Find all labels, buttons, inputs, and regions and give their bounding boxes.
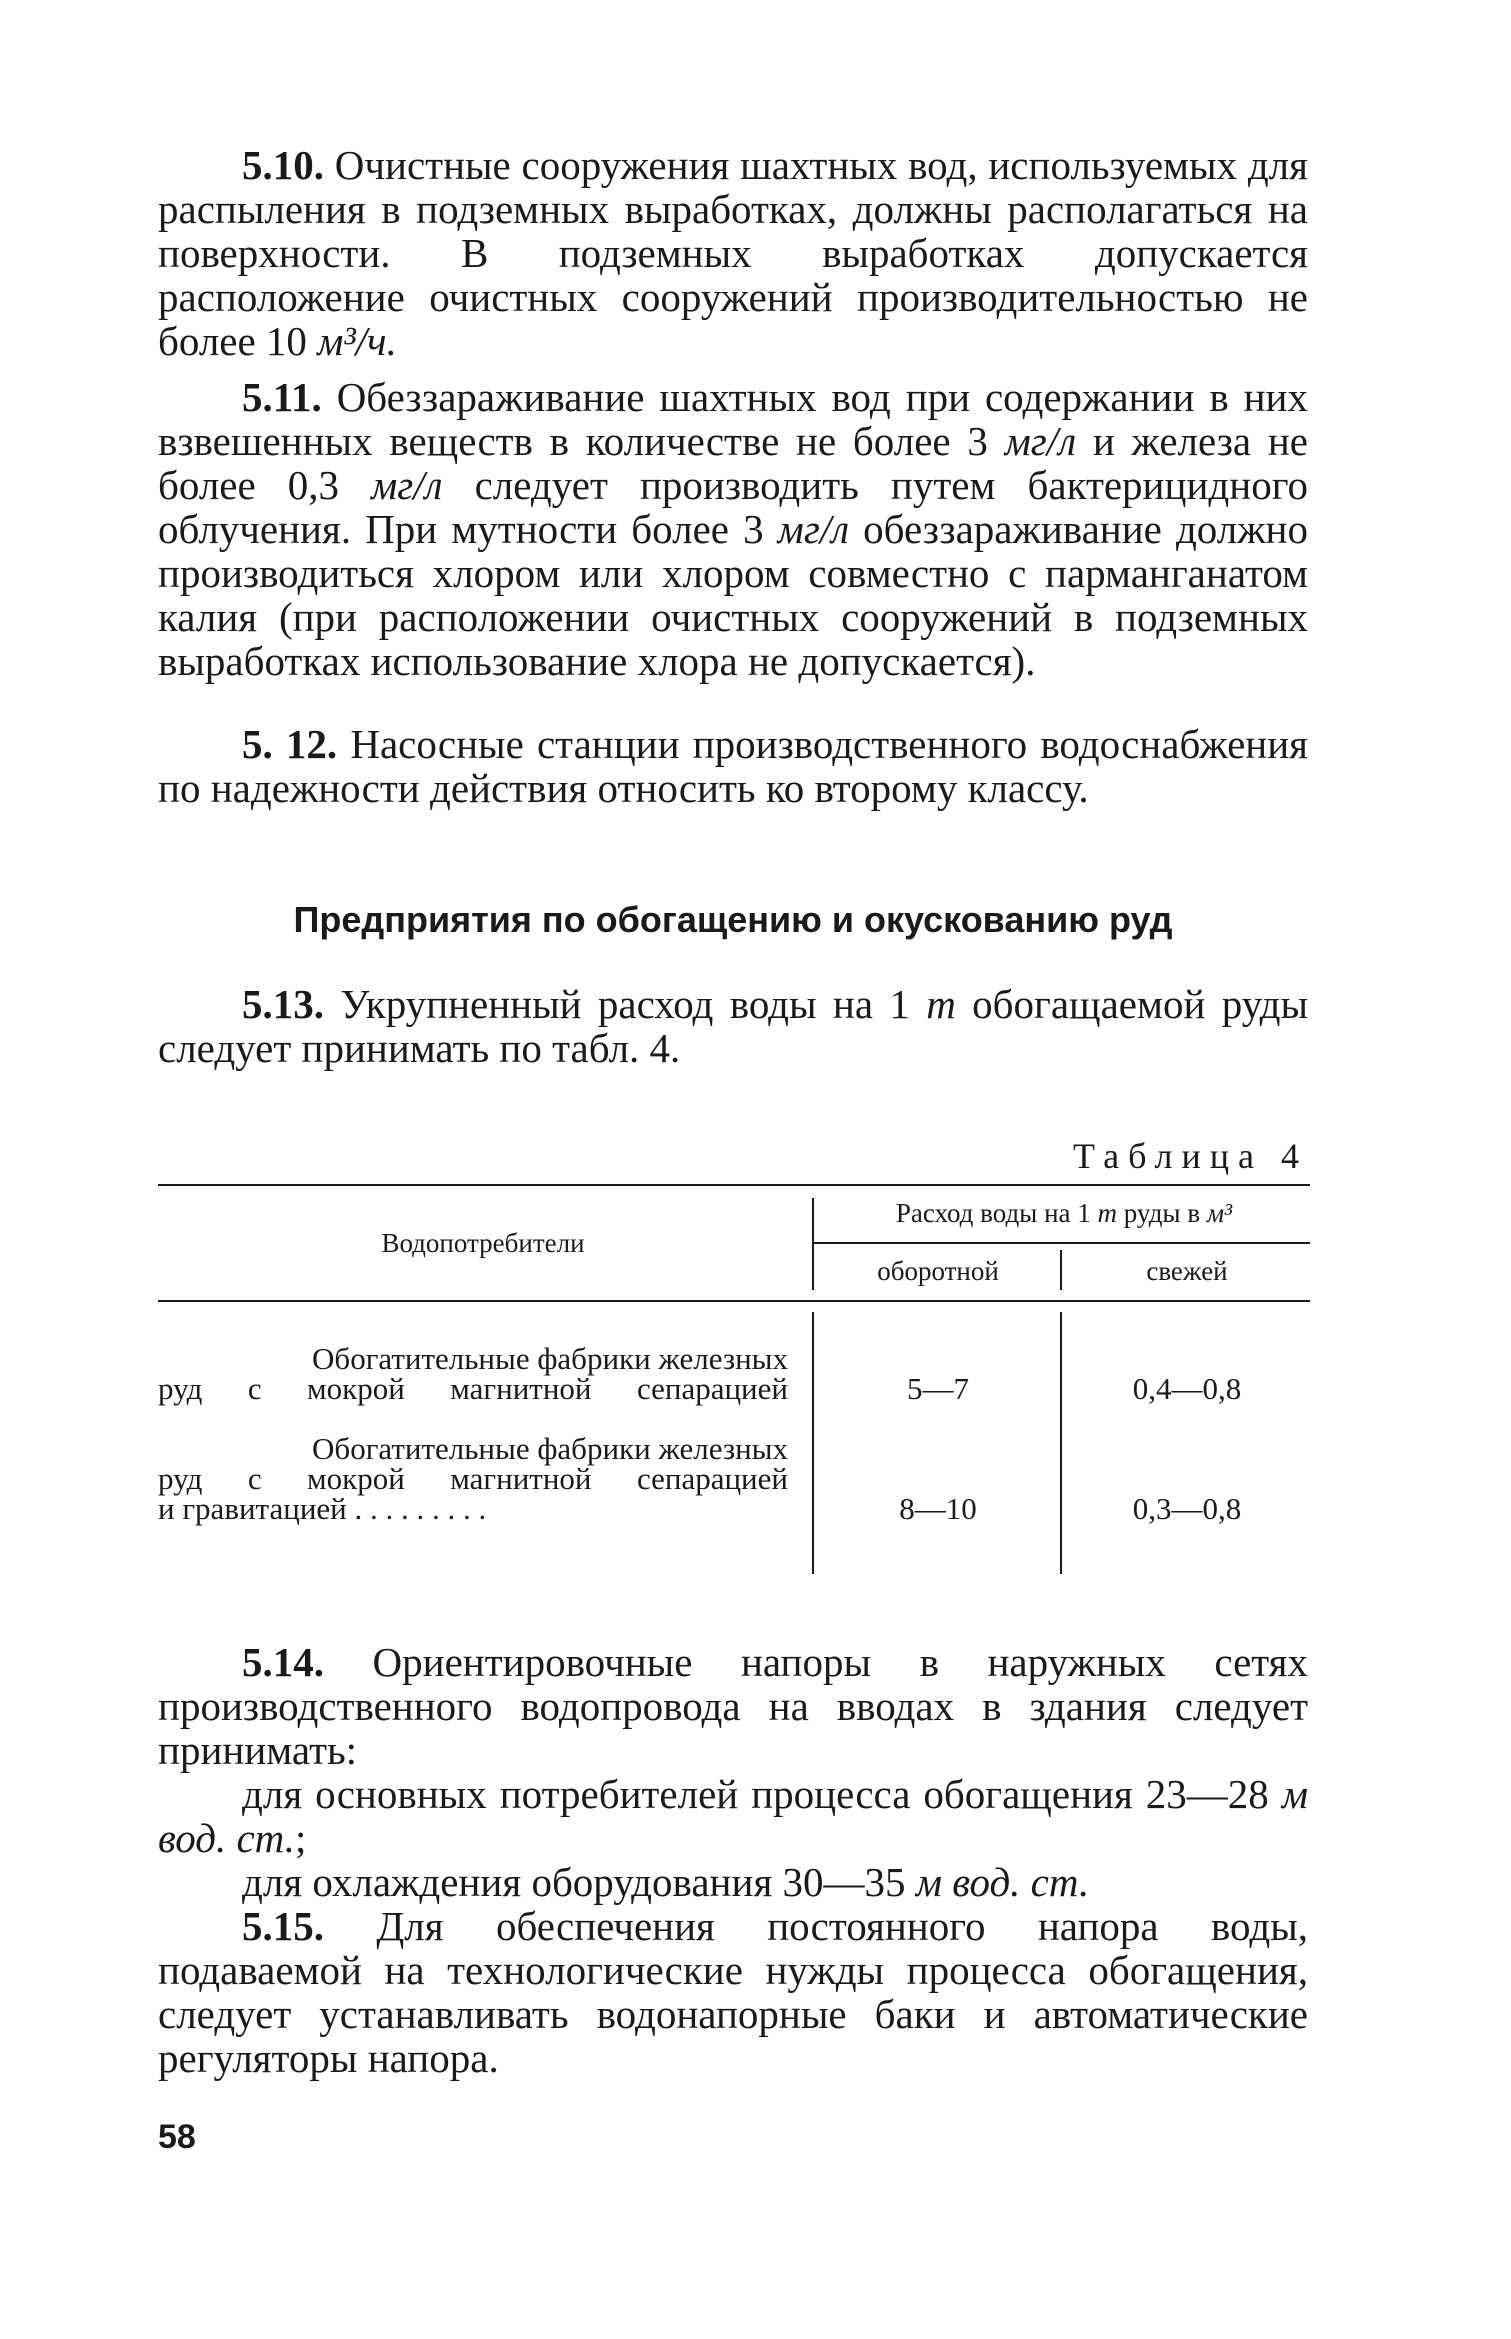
list-item-main-consumers [158, 1772, 1308, 1860]
table-header-divider [812, 1198, 814, 1290]
clause-number: 5.10. [242, 142, 324, 188]
paragraph-text: обогащаемой руды следует принимать по табл. 4. [158, 981, 1309, 1071]
clause-number: 5. 12. [242, 721, 338, 767]
unit: м вод. ст. [915, 1859, 1090, 1905]
list-item-cooling [158, 1860, 1308, 1904]
section-5-12 [158, 722, 1308, 810]
unit: м³/ч. [317, 318, 397, 364]
section-5-10 [158, 143, 1308, 363]
row-name-line: руд с мокрой магнитной сепарацией [158, 1371, 788, 1406]
paragraph-text: для охлаждения оборудования 30—35 [242, 1859, 916, 1905]
paragraph-text: обеззараживание должно производиться хлором или хлором совместно с парманганатом калия (при расположении очистных сооружений в подземных выработках использование хлора не допускается). [158, 506, 1308, 684]
paragraph-text: следует производить путем бактерицидного облучения. При мутности более 3 [158, 462, 1308, 552]
table-row-2-name [158, 1431, 788, 1526]
clause-number: 5.15. [242, 1903, 324, 1949]
paragraph-text: Укрупненный расход воды на 1 [340, 981, 927, 1027]
column-header-consumers: Водопотребители [381, 1228, 585, 1258]
paragraph-text: Очистные сооружения шахтных вод, используемых для распыления в подземных выработках, должны располагаться на поверхности. В подземных выработках допускается расположение очистных сооружений производительностью не более 10 [158, 142, 1308, 364]
table-top-rule [158, 1184, 1310, 1186]
page-number: 58 [158, 2118, 196, 2156]
section-5-14 [158, 1640, 1308, 1904]
paragraph-5-13 [158, 982, 1308, 1070]
clause-number: 5.13. [242, 981, 324, 1027]
paragraph-5-10 [158, 143, 1308, 363]
section-5-11 [158, 375, 1308, 683]
unit: т [926, 981, 956, 1027]
unit: м вод. ст. [158, 1771, 1308, 1861]
paragraph-5-14 [158, 1640, 1308, 1772]
table-row-2-recycled: 8—10 [899, 1491, 977, 1526]
paragraph-5-12 [158, 722, 1308, 810]
paragraph-5-15 [158, 1904, 1308, 2080]
paragraph-text: Для обеспечения постоянного напора воды, подаваемой на технологические нужды процесса обогащения, следует устанавливать водонапорные баки и автоматические регуляторы напора. [158, 1903, 1308, 2081]
paragraph-text: Насосные станции производственного водоснабжения по надежности действия относить ко второму классу. [158, 721, 1309, 811]
row-name-line: руд с мокрой магнитной сепарацией [158, 1461, 788, 1496]
table-subheader-divider [1060, 1250, 1062, 1290]
unit: мг/л [1004, 418, 1077, 464]
clause-number: 5.11. [242, 374, 322, 420]
column-header-fresh: свежей [1146, 1256, 1228, 1286]
paragraph-text: Обеззараживание шахтных вод при содержании в них взвешенных веществ в количестве не более 3 [158, 374, 1308, 464]
section-heading: Предприятия по обогащению и окускованию руд [293, 899, 1173, 940]
section-5-13 [158, 982, 1308, 1070]
table-row-2-fresh: 0,3—0,8 [1132, 1491, 1242, 1526]
paragraph-text: Ориентировочные напоры в наружных сетях производственного водопровода на вводах в здания следует принимать: [158, 1639, 1309, 1773]
row-name-line: Обогатительные фабрики железных [312, 1431, 788, 1466]
table-subheader-rule [814, 1242, 1310, 1244]
header-text: Расход воды на 1 [895, 1198, 1098, 1228]
water-consumption-table [158, 1184, 1310, 1584]
unit: т [1097, 1198, 1117, 1228]
table-header-bottom-rule [158, 1300, 1310, 1302]
table-row-1-fresh: 0,4—0,8 [1132, 1371, 1242, 1406]
paragraph-5-11 [158, 375, 1308, 683]
table-caption: Таблица 4 [1073, 1136, 1308, 1176]
column-header-group [818, 1198, 1310, 1228]
table-body-divider-left [812, 1312, 814, 1574]
table-row-1-recycled: 5—7 [907, 1371, 969, 1406]
row-name-line: Обогатительные фабрики железных [312, 1341, 788, 1376]
clause-number: 5.14. [242, 1639, 324, 1685]
unit: м³ [1206, 1198, 1233, 1228]
table-row-1-name [158, 1341, 788, 1406]
header-text: руды в [1117, 1198, 1207, 1228]
column-header-recycled: оборотной [877, 1256, 999, 1286]
section-5-15 [158, 1904, 1308, 2080]
paragraph-text: и железа не более 0,3 [158, 418, 1308, 508]
row-name-line: и гравитацией . . . . . . . . . [158, 1491, 487, 1526]
paragraph-text: для основных потребителей процесса обогащения 23—28 [242, 1771, 1282, 1817]
paragraph-text: ; [295, 1815, 307, 1861]
table-body-divider-right [1060, 1312, 1062, 1574]
unit: мг/л [371, 462, 443, 508]
unit: мг/л [777, 506, 850, 552]
